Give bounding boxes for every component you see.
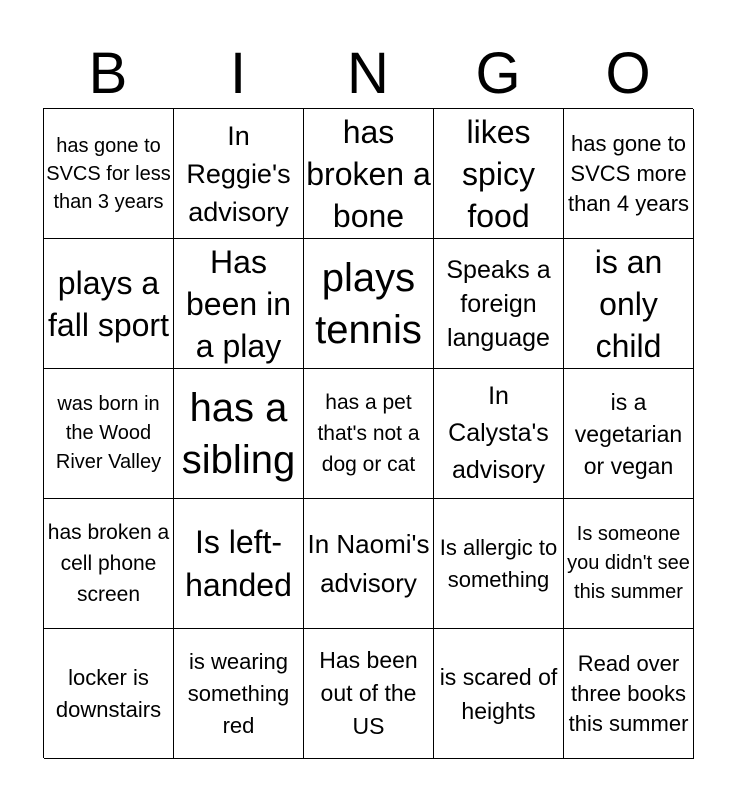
bingo-cell[interactable]: In Reggie's advisory [174,109,304,239]
bingo-cell[interactable]: has broken a bone [304,109,434,239]
bingo-cell[interactable]: has broken a cell phone screen [44,499,174,629]
bingo-cell[interactable]: plays a fall sport [44,239,174,369]
bingo-cell[interactable]: is a vegetarian or vegan [564,369,694,499]
bingo-cell[interactable]: was born in the Wood River Valley [44,369,174,499]
header-letter-o: O [605,41,651,106]
header-letter-i: I [229,41,247,106]
bingo-cell[interactable]: plays tennis [304,239,434,369]
bingo-cell[interactable]: has gone to SVCS more than 4 years [564,109,694,239]
bingo-cell[interactable]: Has been in a play [174,239,304,369]
bingo-cell[interactable]: locker is downstairs [44,629,174,759]
bingo-cell[interactable]: Is left-handed [174,499,304,629]
bingo-cell[interactable]: likes spicy food [434,109,564,239]
bingo-cell[interactable]: is scared of heights [434,629,564,759]
header-letter-b: B [88,41,128,106]
bingo-cell[interactable]: has gone to SVCS for less than 3 years [44,109,174,239]
bingo-cell[interactable]: Read over three books this summer [564,629,694,759]
bingo-cell[interactable]: Has been out of the US [304,629,434,759]
bingo-cell[interactable]: In Calysta's advisory [434,369,564,499]
bingo-cell[interactable]: has a pet that's not a dog or cat [304,369,434,499]
bingo-cell[interactable]: has a sibling [174,369,304,499]
header-letter-g: G [475,41,521,106]
bingo-card-grid [43,108,693,758]
bingo-cell[interactable]: Speaks a foreign language [434,239,564,369]
header-letter-n: N [347,41,389,106]
bingo-cell[interactable]: Is someone you didn't see this summer [564,499,694,629]
bingo-cell[interactable]: is an only child [564,239,694,369]
bingo-cell[interactable]: is wearing something red [174,629,304,759]
bingo-cell[interactable]: Is allergic to something [434,499,564,629]
bingo-cell[interactable]: In Naomi's advisory [304,499,434,629]
